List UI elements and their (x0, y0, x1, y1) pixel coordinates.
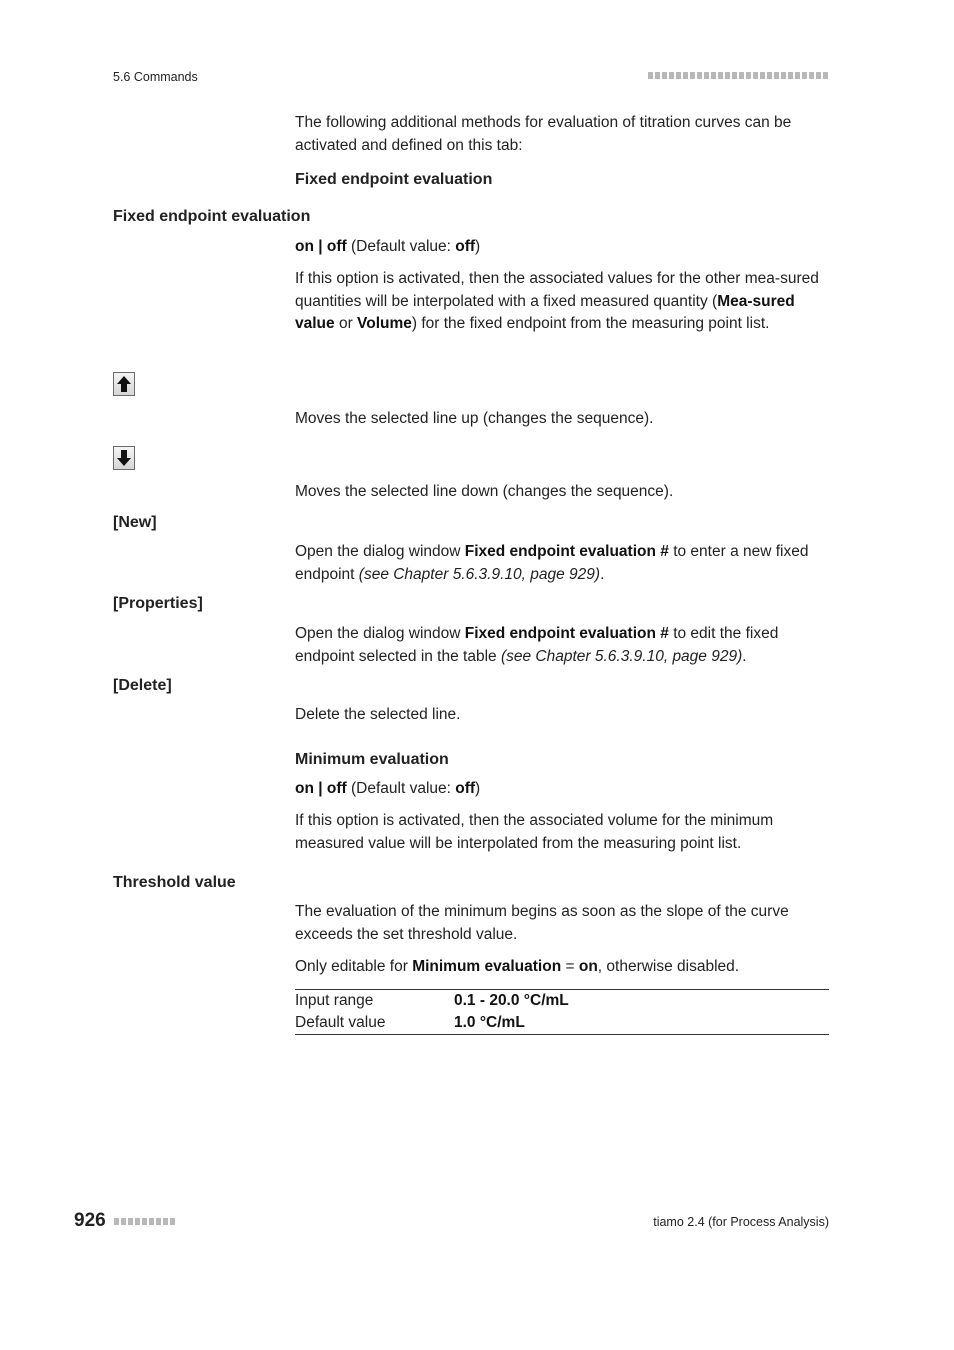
decorative-square (690, 72, 695, 79)
desc-bold: on (578, 958, 598, 975)
default-value: off (455, 238, 476, 255)
threshold-value-label: Threshold value (113, 874, 236, 891)
value-off: off (326, 780, 347, 797)
threshold-description: The evaluation of the minimum begins as soon as the slope of the curve exceeds the set threshold value. (295, 903, 789, 943)
decorative-square (163, 1218, 168, 1225)
table-value: 1.0 °C/mL (454, 1014, 525, 1031)
decorative-square (823, 72, 828, 79)
chapter-reference-link[interactable]: (see Chapter 5.6.3.9.10, page 929) (358, 565, 601, 583)
decorative-square (655, 72, 660, 79)
decorative-square (718, 72, 723, 79)
running-header: 5.6 Commands (113, 70, 198, 84)
fixed-endpoint-group-heading: Fixed endpoint evaluation (295, 171, 493, 188)
decorative-square (648, 72, 653, 79)
dialog-name: Fixed endpoint evaluation # (464, 625, 669, 642)
desc-text: to edit the fixed endpoint selected in the table (295, 625, 779, 665)
decorative-square (809, 72, 814, 79)
decorative-square (732, 72, 737, 79)
fixed-endpoint-values (295, 236, 829, 259)
desc-bold: Minimum evaluation (412, 958, 562, 975)
decorative-square (711, 72, 716, 79)
footer-decoration (114, 1218, 175, 1225)
decorative-square (760, 72, 765, 79)
fixed-endpoint-label: Fixed endpoint evaluation (113, 208, 311, 225)
chapter-reference-link[interactable]: (see Chapter 5.6.3.9.10, page 929) (500, 647, 743, 665)
decorative-square (114, 1218, 119, 1225)
minimum-evaluation-values (295, 778, 829, 801)
arrow-up-icon[interactable] (113, 372, 135, 396)
default-prefix: (Default value: (346, 238, 456, 255)
desc-text: = (561, 958, 579, 975)
desc-text: to enter a new fixed endpoint (295, 543, 809, 583)
desc-text: . (742, 647, 747, 665)
table-value: 0.1 - 20.0 °C/mL (454, 992, 569, 1009)
decorative-square (676, 72, 681, 79)
decorative-square (149, 1218, 154, 1225)
value-on: on (295, 238, 314, 255)
decorative-square (725, 72, 730, 79)
dialog-name: Fixed endpoint evaluation # (464, 543, 669, 560)
decorative-square (135, 1218, 140, 1225)
decorative-square (156, 1218, 161, 1225)
decorative-square (739, 72, 744, 79)
properties-description (295, 623, 829, 668)
decorative-square (774, 72, 779, 79)
intro-paragraph: The following additional methods for evaluation of titration curves can be activated and defined on this tab: (295, 114, 792, 154)
desc-text: . (600, 565, 605, 583)
threshold-editability-note (295, 956, 829, 979)
desc-text: or (334, 315, 358, 332)
default-value: off (455, 780, 476, 797)
decorative-square (802, 72, 807, 79)
product-name: tiamo 2.4 (for Process Analysis) (653, 1215, 829, 1229)
delete-description: Delete the selected line. (295, 706, 461, 723)
move-down-description: Moves the selected line down (changes the sequence). (295, 483, 674, 500)
decorative-square (816, 72, 821, 79)
desc-text: Only editable for (295, 958, 413, 975)
decorative-square (788, 72, 793, 79)
header-decoration (648, 72, 828, 79)
desc-bold-volume: Volume (357, 315, 412, 332)
decorative-square (142, 1218, 147, 1225)
new-description (295, 541, 829, 586)
decorative-square (767, 72, 772, 79)
decorative-square (746, 72, 751, 79)
decorative-square (121, 1218, 126, 1225)
decorative-square (128, 1218, 133, 1225)
value-separator: | (313, 780, 327, 797)
page-number: 926 (74, 1210, 106, 1231)
decorative-square (781, 72, 786, 79)
minimum-evaluation-heading: Minimum evaluation (295, 751, 449, 768)
decorative-square (795, 72, 800, 79)
desc-text: Open the dialog window (295, 625, 465, 642)
delete-button-label: [Delete] (113, 677, 172, 694)
default-suffix: ) (475, 780, 481, 797)
desc-text: ) for the fixed endpoint from the measuring point list. (411, 315, 770, 332)
decorative-square (704, 72, 709, 79)
decorative-square (170, 1218, 175, 1225)
decorative-square (669, 72, 674, 79)
properties-button-label: [Properties] (113, 595, 203, 612)
desc-text: If this option is activated, then the associated values for the other mea-sured quantities will be interpolated with a fixed measured quantity ( (295, 270, 819, 310)
decorative-square (683, 72, 688, 79)
table-key: Input range (295, 992, 374, 1009)
new-button-label: [New] (113, 514, 157, 531)
minimum-evaluation-description: If this option is activated, then the associated volume for the minimum measured value will be interpolated from the measuring point list. (295, 812, 774, 852)
table-row (295, 990, 829, 1013)
value-off: off (326, 238, 347, 255)
default-prefix: (Default value: (346, 780, 456, 797)
move-up-description: Moves the selected line up (changes the sequence). (295, 410, 654, 427)
threshold-parameter-table (295, 989, 829, 1035)
decorative-square (697, 72, 702, 79)
table-row (295, 1012, 829, 1035)
decorative-square (662, 72, 667, 79)
fixed-endpoint-description (295, 268, 829, 336)
default-suffix: ) (475, 238, 481, 255)
decorative-square (753, 72, 758, 79)
value-on: on (295, 780, 314, 797)
desc-text: , otherwise disabled. (597, 958, 740, 975)
table-key: Default value (295, 1014, 386, 1031)
arrow-down-icon[interactable] (113, 446, 135, 470)
value-separator: | (313, 238, 327, 255)
desc-text: Open the dialog window (295, 543, 465, 560)
desc-bold-measured-value: Mea-sured value (295, 292, 795, 332)
